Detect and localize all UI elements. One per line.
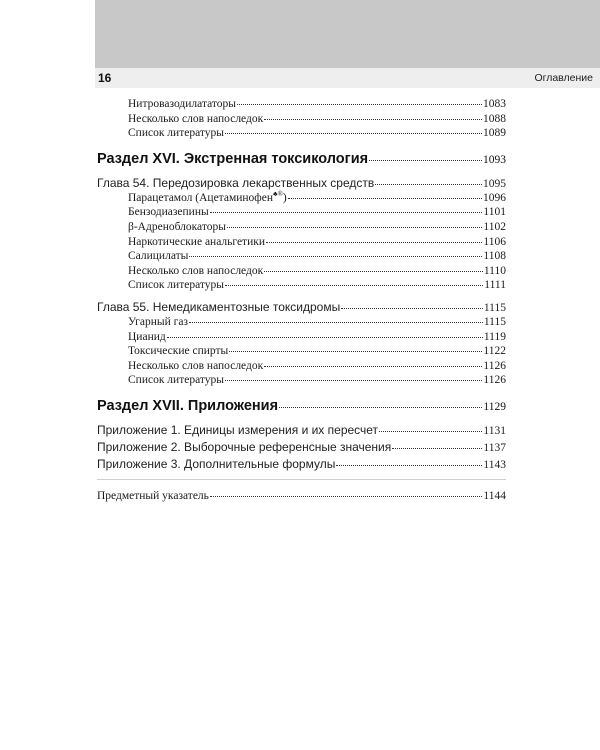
toc-page-number: 1093 — [483, 153, 506, 166]
toc-page-number: 1126 — [483, 374, 506, 387]
leader-dots — [237, 104, 482, 105]
leader-dots — [225, 380, 482, 381]
toc-page-number: 1129 — [483, 400, 506, 413]
toc-page-number: 1089 — [483, 127, 506, 140]
toc-page-number: 1126 — [483, 359, 506, 372]
toc-item[interactable]: Салицилаты 1108 — [128, 250, 506, 263]
toc-page-number: 1096 — [483, 191, 506, 204]
leader-dots — [369, 160, 482, 161]
toc-subject-index[interactable]: Предметный указатель 1144 — [97, 489, 506, 502]
toc-item[interactable]: Угарный газ 1115 — [128, 315, 506, 328]
toc-appendix-2[interactable]: Приложение 2. Выборочные референсные значения 1137 — [97, 439, 506, 456]
toc-item[interactable]: Токсические спирты 1122 — [128, 345, 506, 358]
toc-page-number: 1115 — [483, 315, 506, 328]
toc-section-17[interactable]: Раздел XVII. Приложения 1129 — [97, 395, 506, 417]
toc-item[interactable]: Нитровазодилататоры 1083 — [128, 98, 506, 110]
toc-page-number: 1144 — [483, 489, 506, 502]
toc-item[interactable]: Парацетамол (Ацетаминофен♣®) 1096 — [128, 189, 506, 204]
leader-dots — [210, 496, 483, 497]
toc-page-number: 1122 — [483, 345, 506, 358]
toc-page-number: 1119 — [483, 330, 506, 343]
toc-page-number: 1106 — [483, 235, 506, 248]
leader-dots — [225, 285, 483, 286]
leader-dots — [264, 119, 482, 120]
leader-dots — [264, 271, 483, 272]
registered-mark: ♣® — [273, 189, 283, 198]
table-of-contents — [97, 97, 506, 504]
toc-page-number: 1088 — [483, 112, 506, 125]
toc-item[interactable]: Наркотические анальгетики 1106 — [128, 235, 506, 248]
toc-page-number: 1110 — [483, 264, 506, 277]
leader-dots — [288, 198, 482, 199]
page-number: 16 — [98, 71, 112, 85]
toc-item[interactable]: Список литературы 1126 — [128, 374, 506, 387]
toc-section-16[interactable]: Раздел XVI. Экстренная токсикология 1093 — [97, 148, 506, 170]
toc-item[interactable]: β-Адреноблокаторы 1102 — [128, 220, 506, 233]
leader-dots — [264, 366, 482, 367]
toc-page-number: 1083 — [483, 98, 506, 110]
toc-page-number: 1101 — [483, 206, 506, 219]
leader-dots — [225, 133, 482, 134]
toc-page-number: 1143 — [483, 458, 506, 471]
leader-dots — [189, 322, 483, 323]
toc-page-number: 1095 — [483, 177, 506, 190]
leader-dots — [336, 465, 482, 466]
leader-dots — [227, 227, 482, 228]
leader-dots — [375, 184, 482, 185]
toc-appendix-3[interactable]: Приложение 3. Дополнительные формулы 1143 — [97, 456, 506, 473]
toc-page-number: 1108 — [483, 250, 506, 263]
toc-chapter-54[interactable]: Глава 54. Передозировка лекарственных средств 1095 — [97, 175, 506, 190]
toc-item[interactable]: Несколько слов напоследок 1088 — [128, 112, 506, 125]
running-title: Оглавление — [534, 72, 593, 84]
toc-chapter-55[interactable]: Глава 55. Немедикаментозные токсидромы 1115 — [97, 299, 506, 314]
toc-page-number: 1137 — [483, 441, 506, 454]
toc-page-number: 1131 — [483, 424, 506, 437]
leader-dots — [379, 431, 482, 432]
leader-dots — [279, 407, 482, 408]
toc-item[interactable]: Несколько слов напоследок 1110 — [128, 264, 506, 277]
leader-dots — [210, 212, 483, 213]
toc-page-number: 1102 — [483, 220, 506, 233]
leader-dots — [167, 337, 483, 338]
leader-dots — [229, 351, 482, 352]
toc-item[interactable]: Список литературы 1111 — [128, 279, 506, 292]
leader-dots — [189, 256, 482, 257]
leader-dots — [341, 308, 483, 309]
header-band — [95, 0, 600, 68]
running-header — [95, 68, 600, 88]
toc-page-number: 1111 — [484, 279, 506, 292]
toc-appendix-1[interactable]: Приложение 1. Единицы измерения и их пересчет 1131 — [97, 422, 506, 439]
leader-dots — [392, 448, 482, 449]
leader-dots — [266, 242, 482, 243]
toc-item[interactable]: Цианид 1119 — [128, 330, 506, 343]
divider — [97, 479, 506, 480]
toc-item[interactable]: Список литературы 1089 — [128, 127, 506, 140]
toc-item[interactable]: Несколько слов напоследок 1126 — [128, 359, 506, 372]
toc-item[interactable]: Бензодиазепины 1101 — [128, 206, 506, 219]
toc-page-number: 1115 — [483, 301, 506, 314]
